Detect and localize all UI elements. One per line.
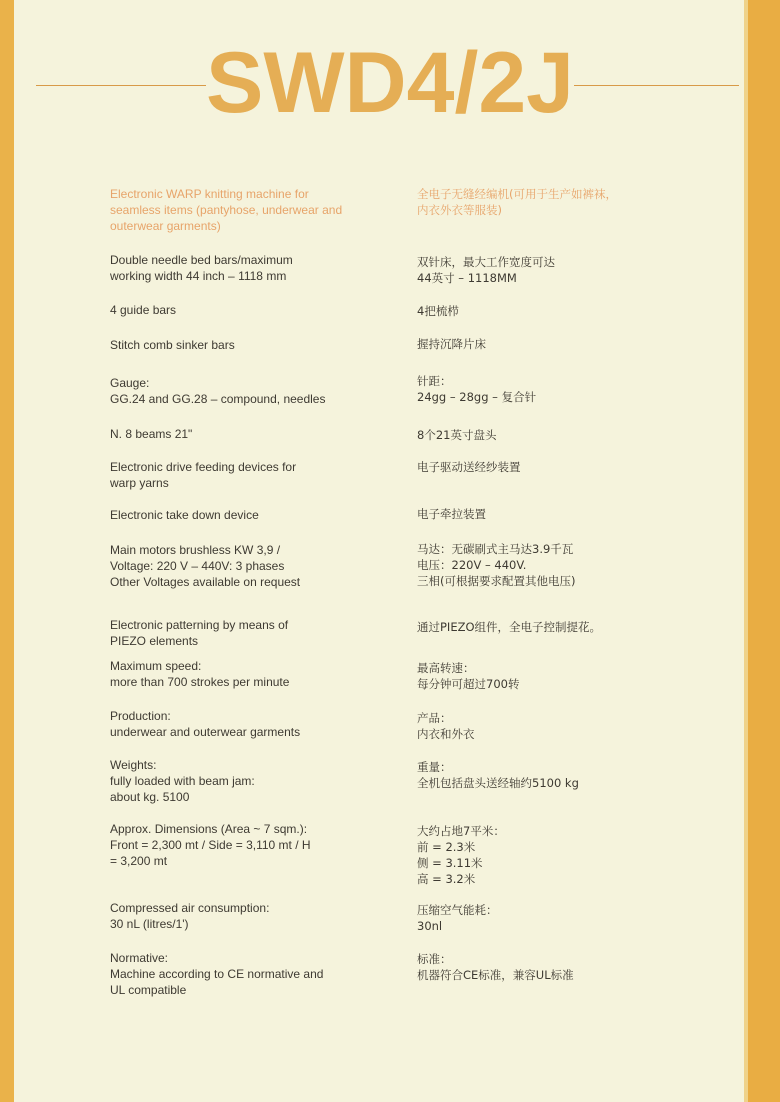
spec-zh-feeding-devices: 电子驱动送经纱装置 [417,460,521,474]
spec-en-max-speed: Maximum speed: more than 700 strokes per minute [110,659,290,689]
spec-zh-take-down: 电子牵拉装置 [417,507,486,521]
spec-zh-dimensions: 大约占地7平米： 前 = 2.3米 侧 = 3.11米 高 = 3.2米 [417,824,505,886]
spec-en-guide-bars: 4 guide bars [110,303,177,317]
spec-zh-sinker-bars: 握持沉降片床 [417,337,486,351]
spec-zh-normative: 标准： 机器符合CE标准，兼容UL标准 [417,952,574,982]
spec-en-gauge: Gauge: GG.24 and GG.28 – compound, needles [110,376,326,406]
spec-zh-description: 全电子无缝经编机(可用于生产如裤袜， 内衣外衣等服装) [417,187,617,217]
spec-zh-air-consumption: 压缩空气能耗： 30nl [417,903,498,933]
spec-zh-motors: 马达：无碳刷式主马达3.9千瓦 电压：220V – 440V. 三相(可根据要求配置其他电压) [417,542,576,588]
right-page-edge [748,0,780,1102]
spec-en-normative: Normative: Machine according to CE normative and UL compatible [110,951,324,997]
spec-en-production: Production: underwear and outerwear garments [110,709,301,739]
spec-en-feeding-devices: Electronic drive feeding devices for warp yarns [110,460,297,490]
spec-en-sinker-bars: Stitch comb sinker bars [110,338,235,352]
spec-zh-guide-bars: 4把梳栉 [417,304,459,318]
spec-en-description: Electronic WARP knitting machine for seamless items (pantyhose, underwear and outerwear garments) [110,187,343,233]
spec-en-patterning: Electronic patterning by means of PIEZO elements [110,618,289,648]
spec-zh-max-speed: 最高转速： 每分钟可超过700转 [417,661,520,691]
spec-zh-production: 产品： 内衣和外衣 [417,711,475,741]
left-page-edge [0,0,14,1102]
spec-en-motors: Main motors brushless KW 3,9 / Voltage: 220 V – 440V: 3 phases Other Voltages available on request [110,543,301,589]
spec-en-dimensions: Approx. Dimensions (Area ~ 7 sqm.): Front = 2,300 mt / Side = 3,110 mt / H = 3,200 mt [110,822,311,868]
spec-en-beams: N. 8 beams 21" [110,427,193,441]
spec-en-weights: Weights: fully loaded with beam jam: about kg. 5100 [110,758,255,804]
spec-zh-needle-bed: 双针床，最大工作宽度可达 44英寸 – 1118MM [417,255,555,285]
spec-en-needle-bed: Double needle bed bars/maximum working width 44 inch – 1118 mm [110,253,293,283]
spec-zh-beams: 8个21英寸盘头 [417,428,497,442]
spec-en-air-consumption: Compressed air consumption: 30 nL (litres/1') [110,901,270,931]
spec-zh-weights: 重量： 全机包括盘头送经轴约5100 kg [417,760,579,790]
right-page-edge-inner [744,0,748,1102]
spec-zh-gauge: 针距： 24gg – 28gg – 复合针 [417,374,537,404]
spec-zh-patterning: 通过PIEZO组件，全电子控制提花。 [417,620,602,634]
spec-en-take-down: Electronic take down device [110,508,259,522]
page-title: SWD4/2J [205,35,575,131]
